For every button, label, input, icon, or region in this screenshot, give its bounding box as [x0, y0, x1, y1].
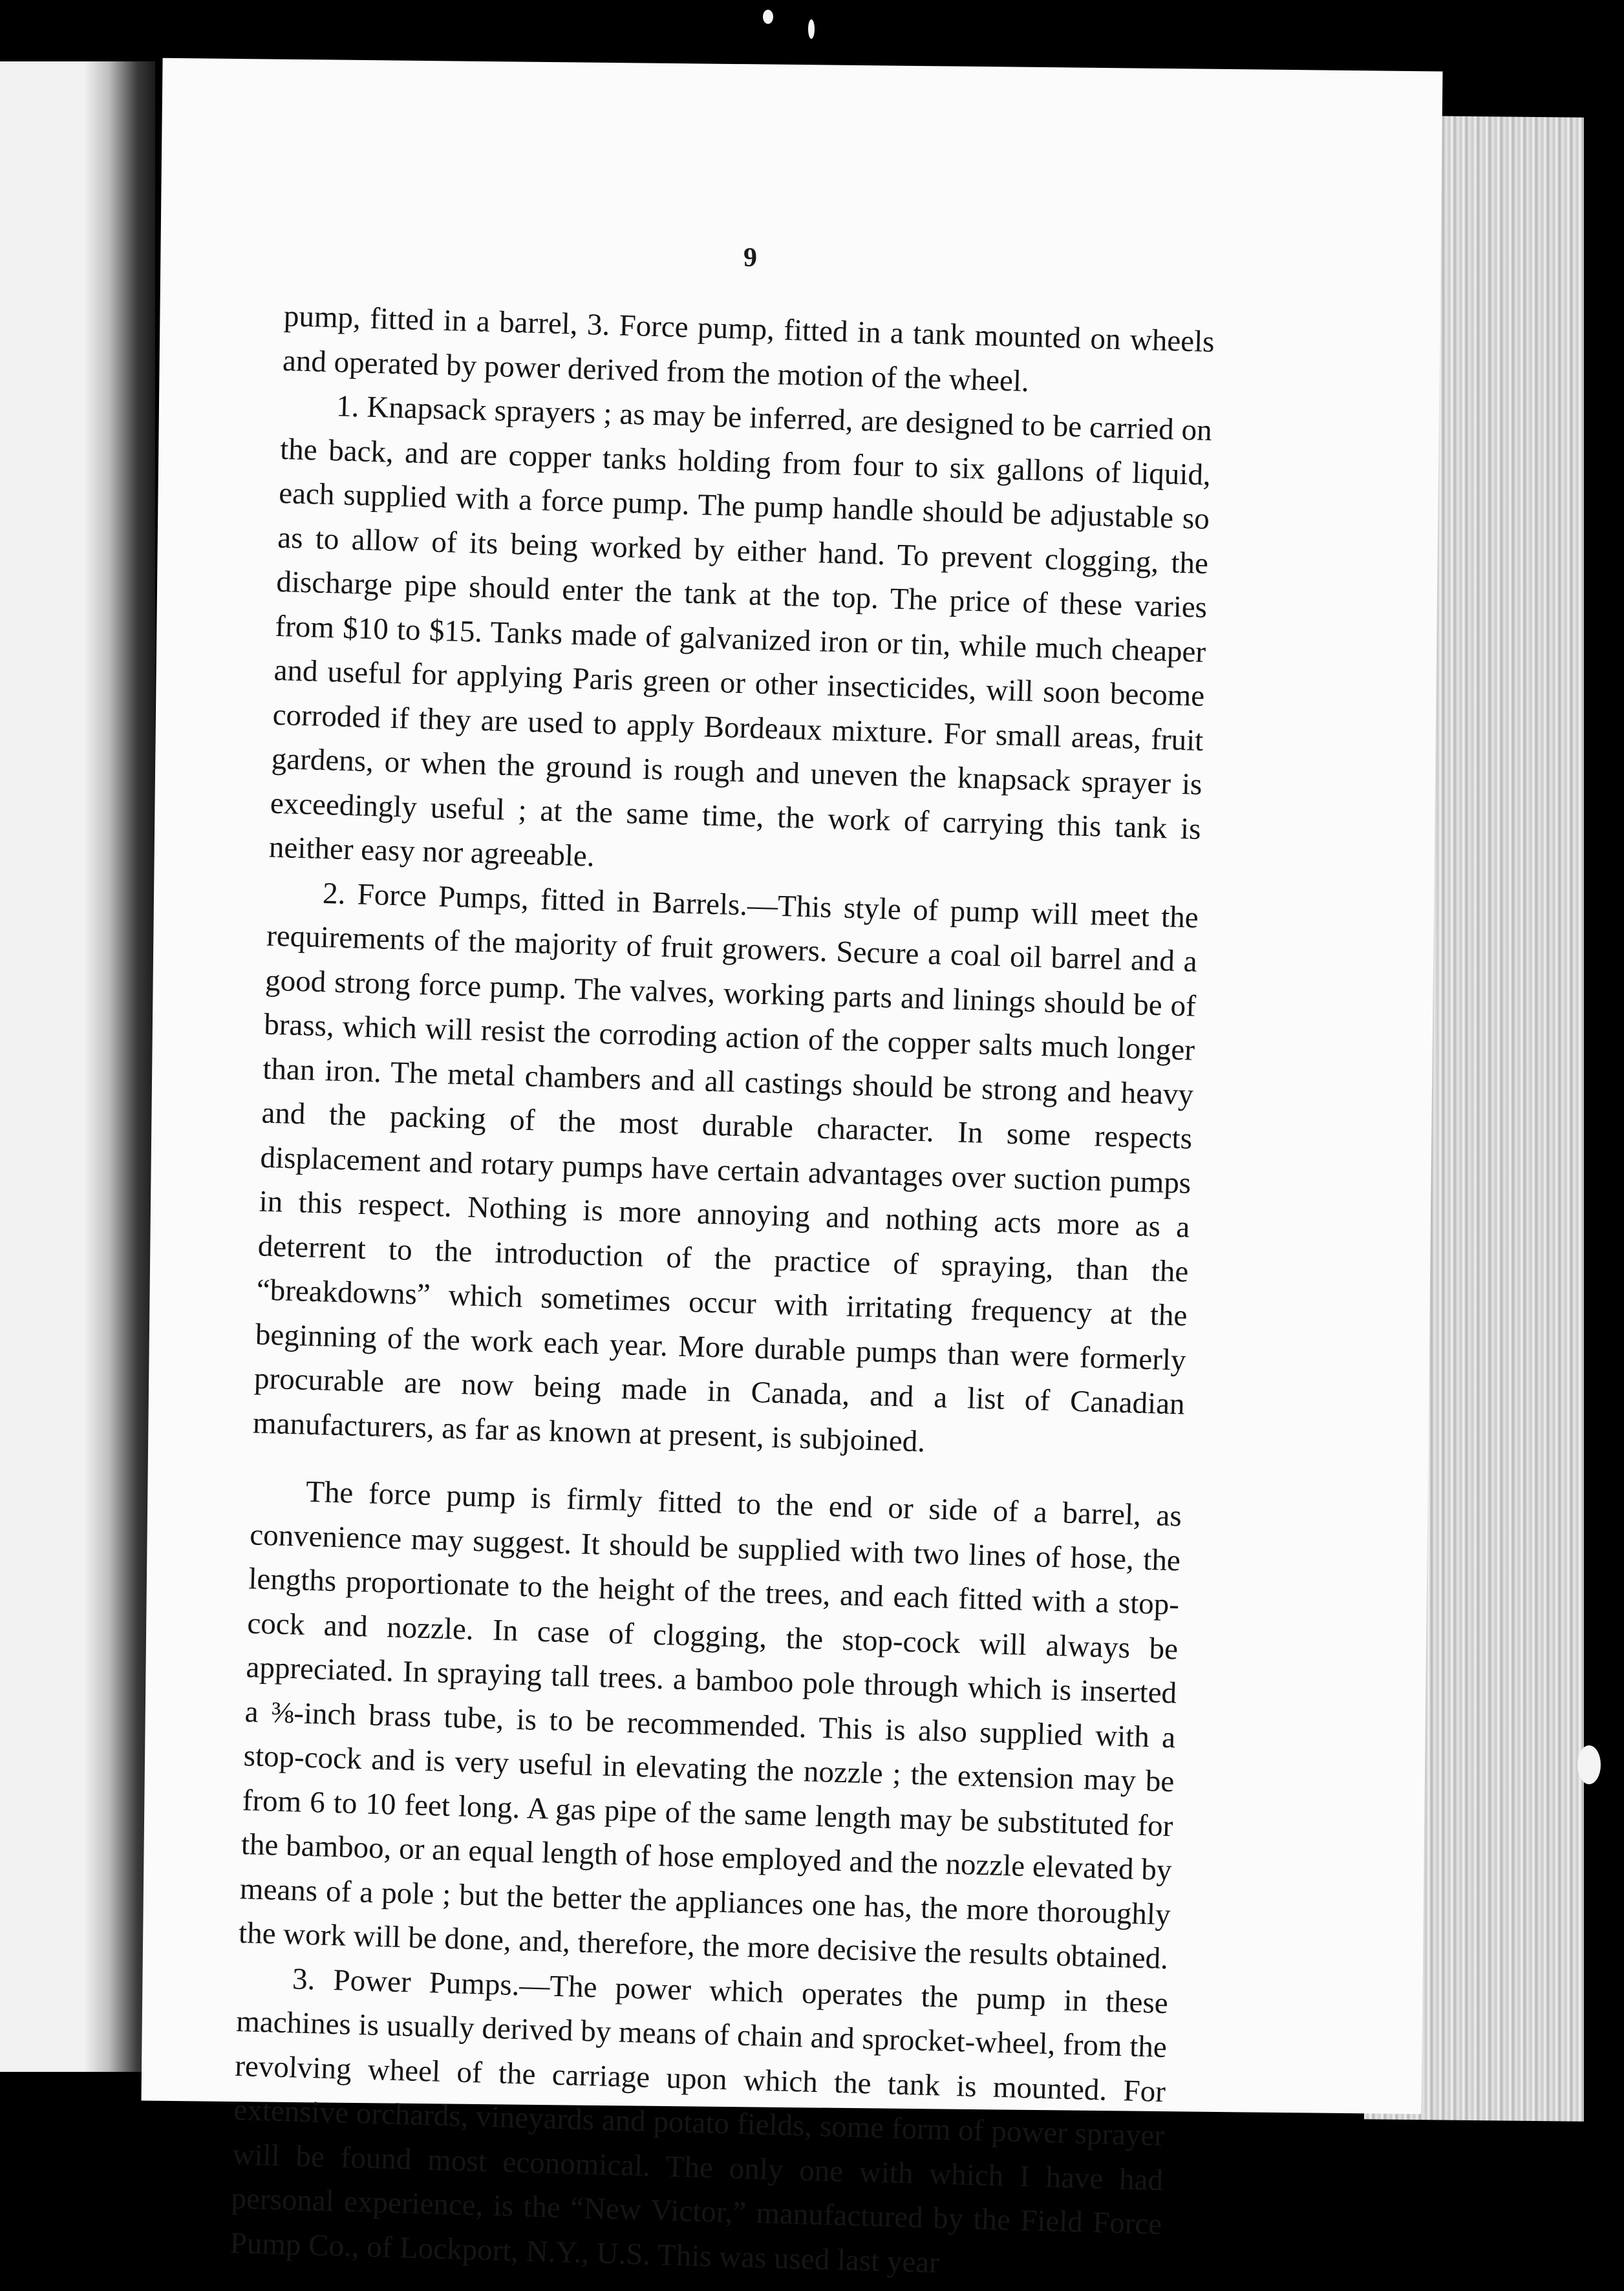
paragraph-force-pump-details: The force pump is firmly fitted to the end or side of a barrel, as convenience may suggest. It should be supplied with two lines of hose, the lengths proportionate to the height of the trees, and each fitted with a stop-cock and nozzle. In case of clogging, the stop-cock will always be appreciated. In spraying tall trees. a bamboo pole through which is inserted a ⅜-inch brass tube, is to be recommended. This is also supplied with a stop-cock and is very useful in elevating the nozzle ; the extension may be from 6 to 10 feet long. A gas pipe of the same length may be substituted for the bamboo, or an equal length of hose employed and the nozzle elevated by means of a pole ; but the better the appliances one has, the more thoroughly the work will be done, and, therefore, the more decisive the results obtained. [238, 1475, 1182, 1976]
paragraph-continuation: pump, fitted in a barrel, 3. Force pump, fitted in a tank mounted on wheels and operated by power derived from the motion of the wheel. [282, 299, 1215, 398]
speck-mark [763, 10, 773, 24]
paragraph-power-pumps: 3. Power Pumps.—The power which operates the pump in these machines is usually derived by means of chain and sprocket-wheel, from the revolving wheel of the carriage upon which the tank is mounted. For extensive orchards, vineyards and potato fields, some form of power sprayer will be found most economical. The only one with which I have had personal experience, is the “New Victor,” manufactured by the Field Force Pump Co., of Lockport, N.Y., U.S. This was used last year [230, 1961, 1169, 2279]
speck-mark [808, 19, 815, 39]
body-text [230, 294, 1215, 2279]
paragraph-force-pumps: 2. Force Pumps, fitted in Barrels.—This style of pump will meet the requirements of the majority of fruit growers. Secure a coal oil barrel and a good strong force pump. The valves, working parts and linings should be of brass, which will resist the corroding action of the copper salts much longer than iron. The metal chambers and all castings should be strong and heavy and the packing of the most durable character. In some respects displacement and rotary pumps have certain advantages over suction pumps in this respect. Nothing is more annoying and nothing acts more as a deterrent to the introduction of the practice of spraying, than the “breakdowns” which sometimes occur with irritating frequency at the beginning of the work each year. More durable pumps than were formerly procurable are now being made in Canada, and a list of Canadian manufacturers, as far as known at present, is subjoined. [252, 876, 1199, 1458]
page-number: 9 [743, 243, 757, 273]
paragraph-knapsack-sprayers: 1. Knapsack sprayers ; as may be inferred, are designed to be carried on the back, and are copper tanks holding from four to six gallons of liquid, each supplied with a force pump. The pump handle should be adjustable so as to allow of its being worked by either hand. To prevent clogging, the discharge pipe should enter the tank at the top. The price of these varies from $10 to $15. Tanks made of galvanized iron or tin, while much cheaper and useful for applying Paris green or other insecticides, will soon become corroded if they are used to apply Bordeaux mixture. For small areas, fruit gardens, or when the ground is rough and uneven the knapsack sprayer is exceedingly useful ; at the same time, the work of carrying this tank is neither easy nor agreeable. [268, 389, 1213, 873]
speck-mark [1577, 1745, 1601, 1784]
